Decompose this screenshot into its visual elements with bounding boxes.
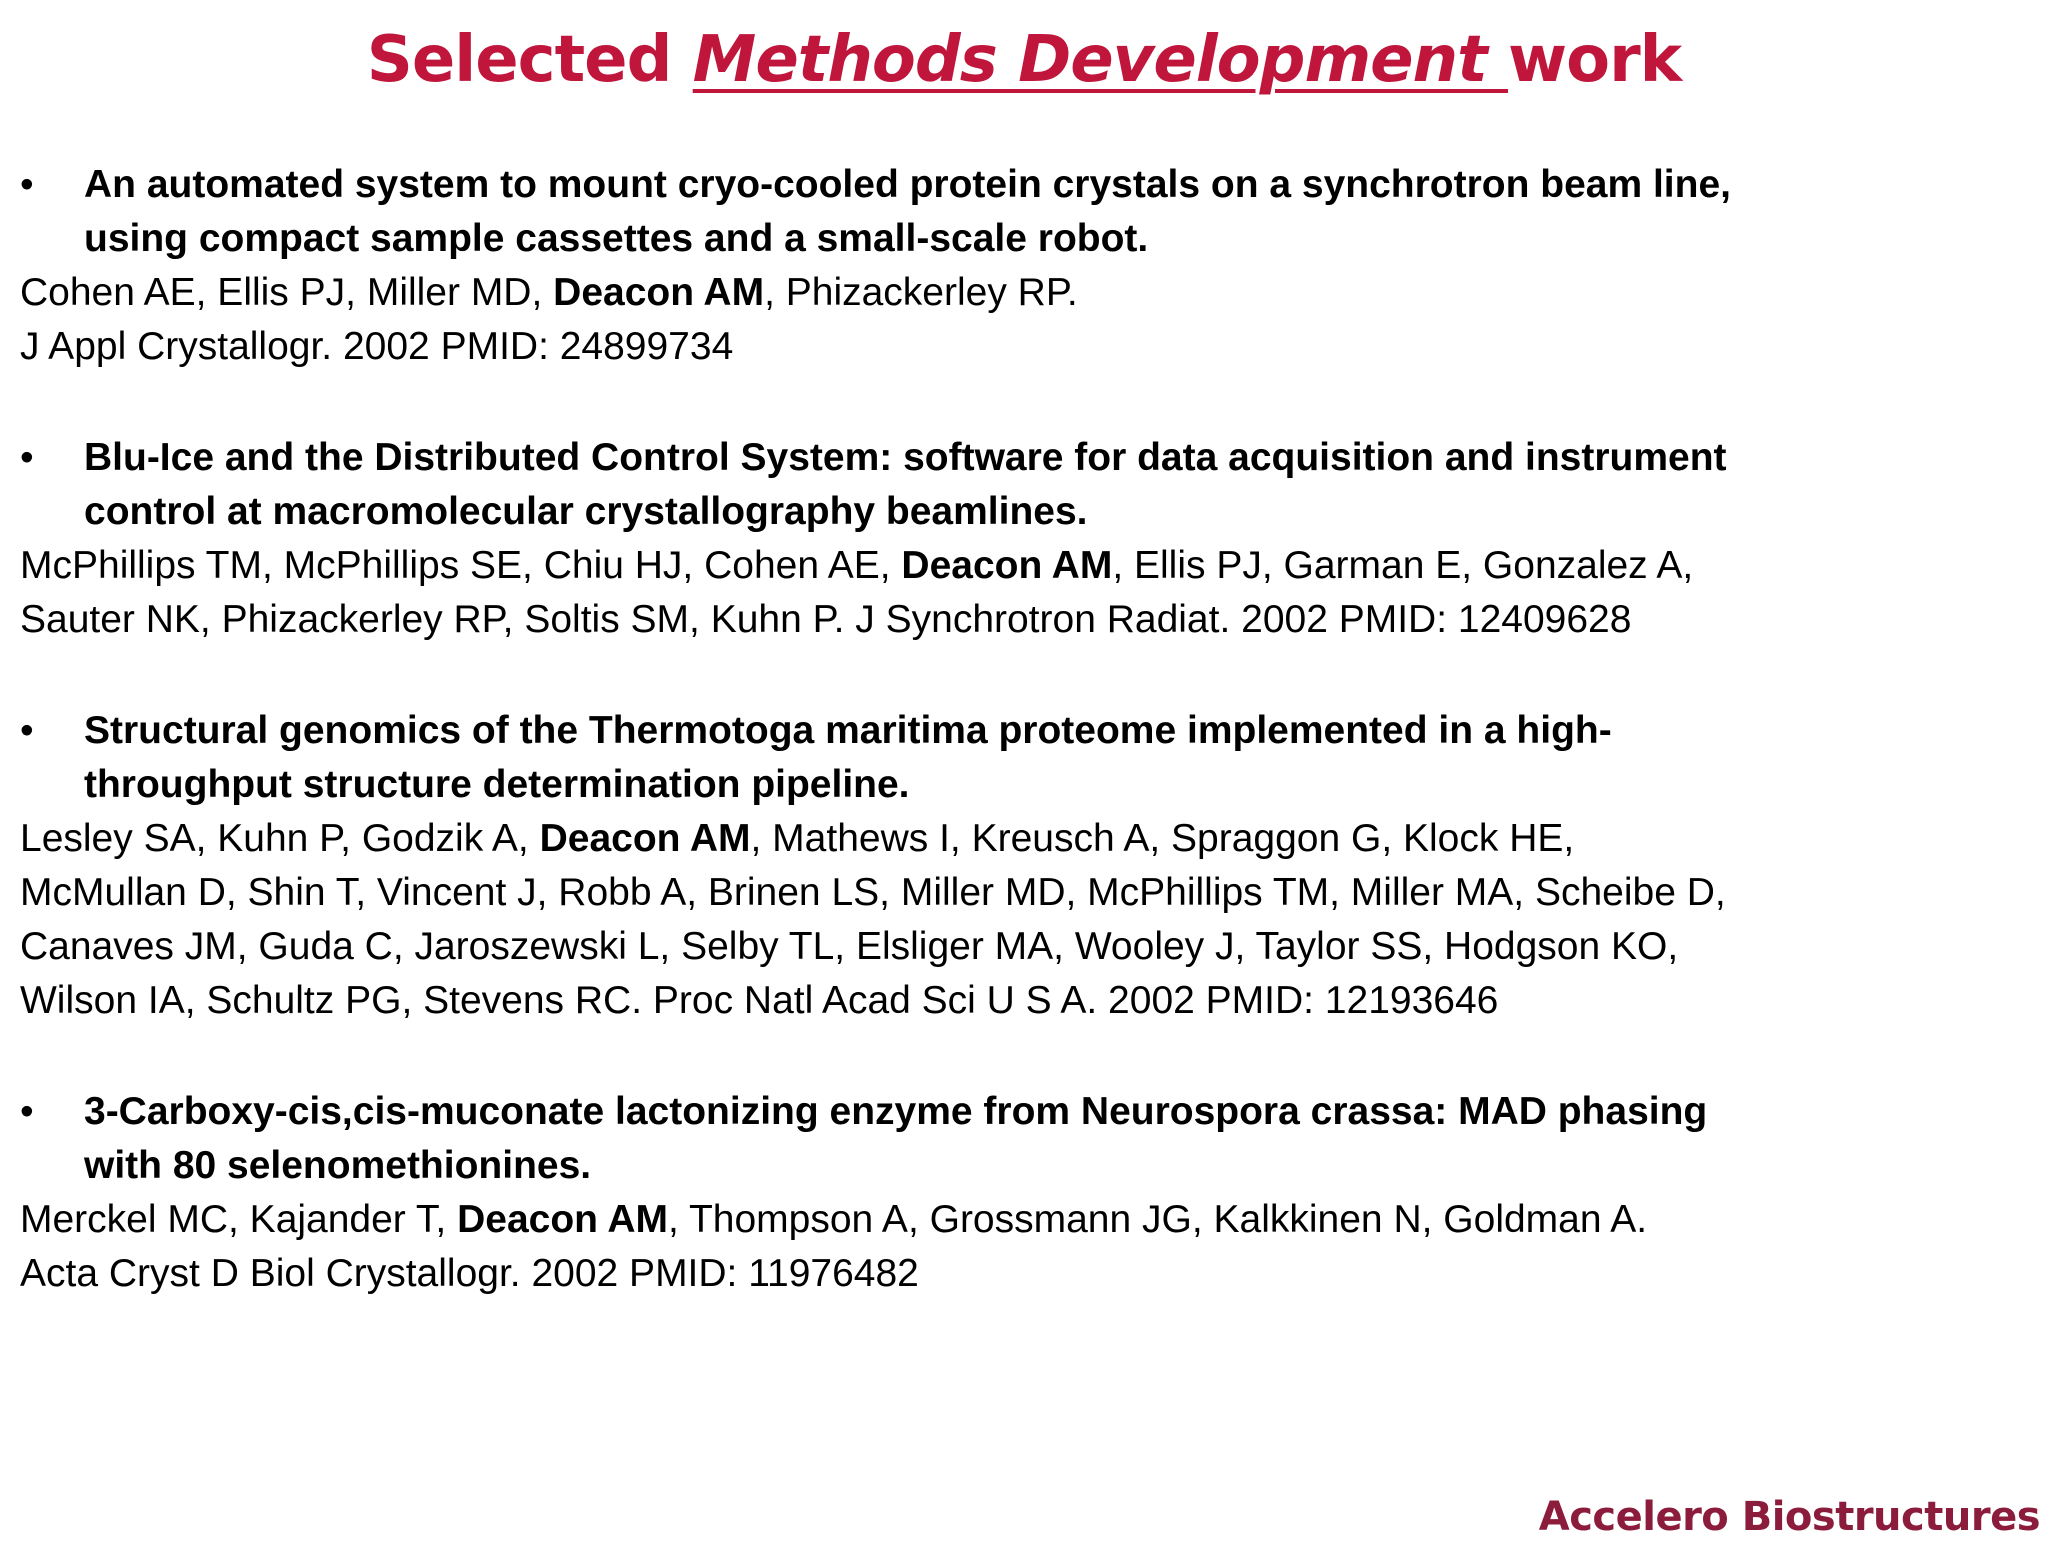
publication-2 — [20, 431, 2040, 647]
slide-title-suffix: work — [1507, 23, 1682, 97]
publication-authors — [20, 266, 2040, 320]
authors-text: , Ellis PJ, Garman E, Gonzalez A, — [1112, 544, 1694, 587]
publication-title — [20, 704, 2040, 812]
bullet: • — [20, 709, 34, 752]
authors-text: , Phizackerley RP. — [764, 271, 1078, 314]
authors-text: , Mathews I, Kreusch A, Spraggon G, Klock HE, — [750, 817, 1575, 860]
publication-title — [20, 431, 2040, 539]
publication-1 — [20, 158, 2040, 374]
bullet: • — [20, 163, 34, 206]
publication-authors — [20, 1193, 2040, 1247]
publication-citation: Sauter NK, Phizackerley RP, Soltis SM, Kuhn P. J Synchrotron Radiat. 2002 PMID: 12409628 — [20, 598, 1632, 641]
brand-logo-text: Accelero Biostructures — [1538, 1494, 2040, 1540]
publication-title — [20, 158, 2040, 266]
publication-citation: Wilson IA, Schultz PG, Stevens RC. Proc Natl Acad Sci U S A. 2002 PMID: 12193646 — [20, 979, 1499, 1022]
bullet: • — [20, 1090, 34, 1133]
publication-title-line: throughput structure determination pipeline. — [84, 763, 910, 806]
publication-citation: J Appl Crystallogr. 2002 PMID: 24899734 — [20, 325, 734, 368]
publication-title — [20, 1085, 2040, 1193]
publication-title-line: control at macromolecular crystallography beamlines. — [84, 490, 1088, 533]
publication-authors-continued: Canaves JM, Guda C, Jaroszewski L, Selby TL, Elsliger MA, Wooley J, Taylor SS, Hodgson KO, — [20, 925, 1679, 968]
publication-title-line: Structural genomics of the Thermotoga maritima proteome implemented in a high- — [84, 709, 1612, 752]
slide-title-emphasis: Methods Development — [692, 23, 1508, 97]
publication-title-line: Blu-Ice and the Distributed Control System: software for data acquisition and instrument — [84, 436, 1727, 479]
authors-text: McPhillips TM, McPhillips SE, Chiu HJ, Cohen AE, — [20, 544, 902, 587]
highlighted-author: Deacon AM — [901, 544, 1113, 587]
publication-title-line: An automated system to mount cryo-cooled protein crystals on a synchrotron beam line, — [84, 163, 1731, 206]
authors-text: , Thompson A, Grossmann JG, Kalkkinen N, Goldman A. — [668, 1198, 1648, 1241]
highlighted-author: Deacon AM — [553, 271, 765, 314]
authors-text: Merckel MC, Kajander T, — [20, 1198, 458, 1241]
authors-text: Cohen AE, Ellis PJ, Miller MD, — [20, 271, 554, 314]
publication-title-line: with 80 selenomethionines. — [84, 1144, 592, 1187]
publication-citation: Acta Cryst D Biol Crystallogr. 2002 PMID: 11976482 — [20, 1252, 919, 1295]
bullet: • — [20, 436, 34, 479]
slide-title — [0, 14, 2048, 106]
slide-title-prefix: Selected — [366, 23, 693, 97]
publication-4 — [20, 1085, 2040, 1301]
publication-authors — [20, 812, 2040, 866]
authors-text: Lesley SA, Kuhn P, Godzik A, — [20, 817, 540, 860]
highlighted-author: Deacon AM — [457, 1198, 669, 1241]
publication-3 — [20, 704, 2040, 1028]
publication-authors-continued: McMullan D, Shin T, Vincent J, Robb A, Brinen LS, Miller MD, McPhillips TM, Miller MA, Scheibe D, — [20, 871, 1726, 914]
publication-title-line: 3-Carboxy-cis,cis-muconate lactonizing enzyme from Neurospora crassa: MAD phasing — [84, 1090, 1708, 1133]
highlighted-author: Deacon AM — [539, 817, 751, 860]
publication-authors — [20, 539, 2040, 593]
publication-title-line: using compact sample cassettes and a small-scale robot. — [84, 217, 1149, 260]
